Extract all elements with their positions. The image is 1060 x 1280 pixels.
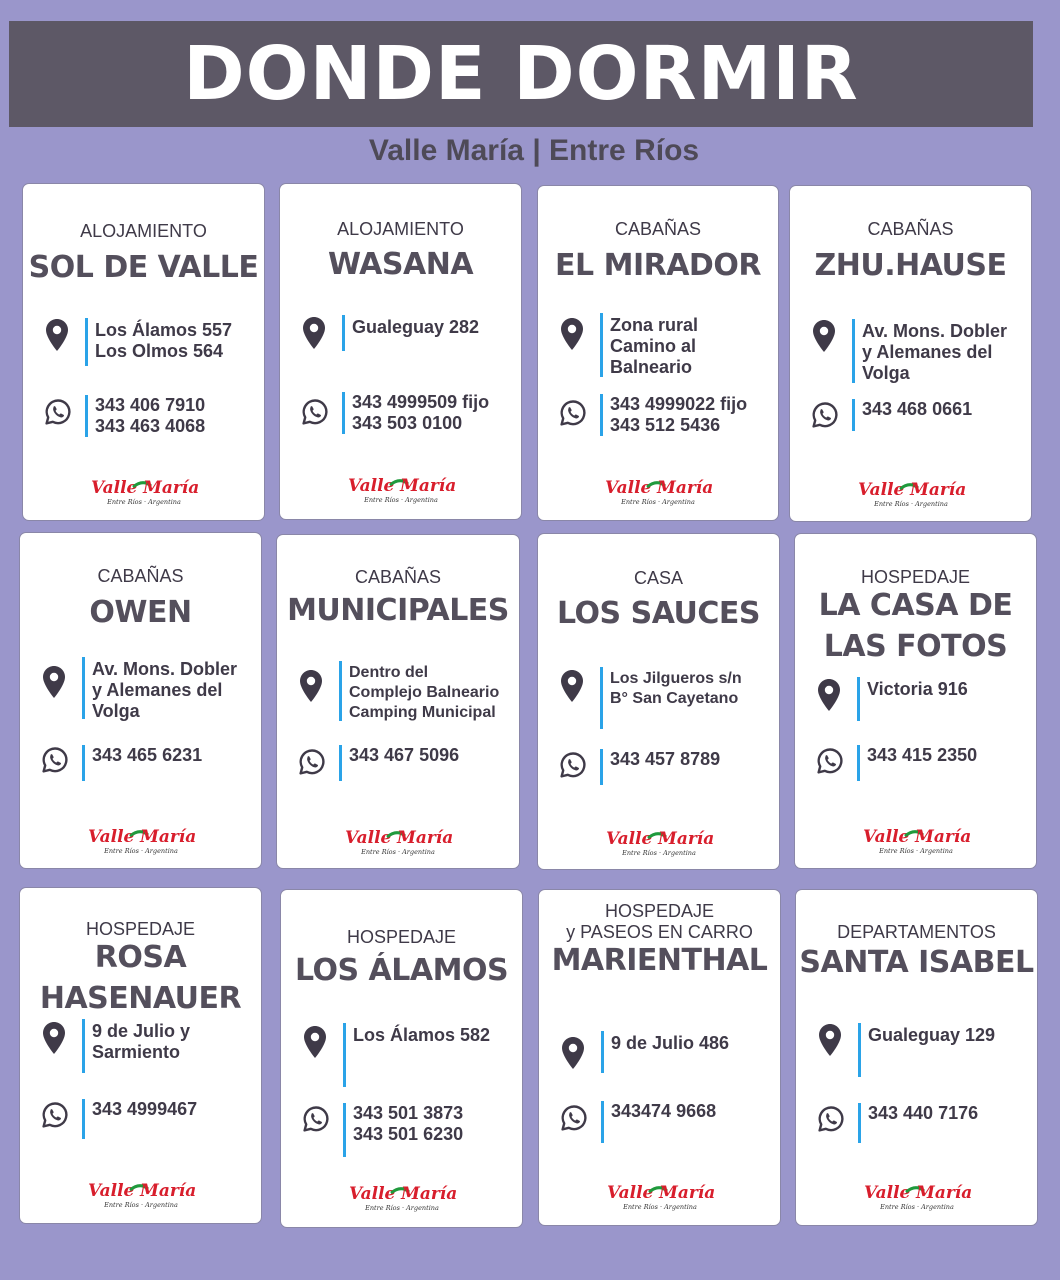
phone-number[interactable]: 343 512 5436 xyxy=(610,415,721,435)
address-divider xyxy=(85,318,88,366)
page-subtitle: Valle María | Entre Ríos xyxy=(368,134,700,167)
svg-text:Valle: Valle xyxy=(857,480,904,500)
phone-text xyxy=(92,1099,197,1120)
category-line: DEPARTAMENTOS xyxy=(837,922,996,942)
lodging-category xyxy=(20,566,261,587)
phone-number[interactable]: 343 440 7176 xyxy=(868,1103,979,1123)
category-line: CABAÑAS xyxy=(614,219,702,239)
phone-divider xyxy=(601,1101,604,1143)
lodging-name xyxy=(20,592,261,633)
map-pin-icon xyxy=(561,1036,585,1070)
lodging-name xyxy=(281,950,522,991)
lodging-name-line: OWEN xyxy=(89,595,192,630)
valle-maria-logo xyxy=(280,471,521,507)
category-line: ALOJAMIENTO xyxy=(337,219,464,239)
lodging-name xyxy=(796,942,1037,983)
phone-divider xyxy=(600,749,603,785)
lodging-card xyxy=(795,889,1038,1226)
phone-number[interactable]: 343 503 0100 xyxy=(352,413,463,433)
lodging-category xyxy=(539,901,780,943)
lodging-name-line: LA CASA DE xyxy=(818,588,1013,623)
svg-text:Valle: Valle xyxy=(862,827,909,847)
address-line: Sarmiento xyxy=(92,1042,181,1062)
svg-text:María: María xyxy=(914,827,971,847)
phone-divider xyxy=(85,395,88,437)
lodging-category xyxy=(538,219,778,240)
address-text xyxy=(352,317,479,338)
address-line: y Alemanes del xyxy=(862,342,993,362)
phone-divider xyxy=(82,745,85,781)
lodging-card xyxy=(19,532,262,869)
svg-text:María: María xyxy=(397,828,453,848)
map-pin-icon xyxy=(42,665,66,699)
phone-text xyxy=(610,749,720,770)
address-line: Los Olmos 564 xyxy=(95,341,224,361)
phone-number[interactable]: 343 465 6231 xyxy=(92,745,203,765)
whatsapp-icon xyxy=(302,1105,330,1133)
address-line: Volga xyxy=(862,363,910,383)
svg-text:Valle: Valle xyxy=(605,478,652,498)
valle-maria-logo xyxy=(281,1179,522,1215)
valle-maria-logo xyxy=(790,475,1031,511)
address-line: Volga xyxy=(92,701,140,721)
whatsapp-icon xyxy=(44,398,72,426)
phone-number[interactable]: 343 406 7910 xyxy=(95,395,206,415)
svg-text:Entre Ríos · Argentina: Entre Ríos · Argentina xyxy=(106,498,181,506)
svg-text:María: María xyxy=(915,1183,972,1203)
valle-maria-logo xyxy=(795,822,1036,858)
phone-text xyxy=(868,1103,978,1124)
category-line: HOSPEDAJE xyxy=(346,927,457,947)
lodging-name-line: ZHU.HAUSE xyxy=(814,248,1007,283)
lodging-card xyxy=(794,533,1037,869)
address-text xyxy=(862,321,1007,384)
category-line: HOSPEDAJE xyxy=(604,901,715,921)
phone-text xyxy=(611,1101,716,1122)
phone-divider xyxy=(600,394,603,436)
lodging-name xyxy=(538,593,779,634)
address-line: y Alemanes del xyxy=(92,680,223,700)
address-line: Av. Mons. Dobler xyxy=(862,321,1008,341)
map-pin-icon xyxy=(302,316,326,350)
valle-maria-logo xyxy=(23,473,264,509)
lodging-name-line: ROSA xyxy=(94,940,187,975)
whatsapp-icon xyxy=(41,1101,69,1129)
phone-text xyxy=(610,394,747,436)
lodging-name-line: LOS SAUCES xyxy=(557,596,760,631)
whatsapp-icon xyxy=(816,747,844,775)
address-text xyxy=(868,1025,995,1046)
svg-text:Entre Ríos · Argentina: Entre Ríos · Argentina xyxy=(621,498,695,506)
lodging-card xyxy=(789,185,1032,522)
map-pin-icon xyxy=(818,1023,842,1057)
lodging-name-line: HASENAUER xyxy=(39,981,242,1016)
lodging-name-line: MUNICIPALES xyxy=(287,593,509,628)
phone-divider xyxy=(82,1099,85,1139)
phone-text xyxy=(353,1103,463,1145)
svg-text:Entre Ríos · Argentina: Entre Ríos · Argentina xyxy=(873,500,948,508)
lodging-card xyxy=(537,185,779,521)
phone-number[interactable]: 343 501 3873 xyxy=(353,1103,464,1123)
map-pin-icon xyxy=(812,319,836,353)
valle-maria-logo xyxy=(20,822,261,858)
category-line: HOSPEDAJE xyxy=(85,919,196,939)
address-text xyxy=(349,663,499,723)
category-line: CABAÑAS xyxy=(97,566,184,586)
phone-text xyxy=(349,745,459,766)
lodging-name xyxy=(539,940,780,981)
address-line: 9 de Julio 486 xyxy=(611,1033,730,1053)
lodging-name-line: SOL DE VALLE xyxy=(28,250,259,285)
svg-text:Valle: Valle xyxy=(347,476,394,496)
whatsapp-icon xyxy=(298,748,326,776)
lodging-category xyxy=(280,219,521,240)
valle-maria-logo xyxy=(539,1178,780,1214)
lodging-category xyxy=(281,927,522,948)
category-line: CASA xyxy=(633,568,684,588)
phone-divider xyxy=(342,392,345,434)
svg-text:Entre Ríos · Argentina: Entre Ríos · Argentina xyxy=(103,847,178,855)
phone-number[interactable]: 343 415 2350 xyxy=(867,745,978,765)
address-line: Dentro del xyxy=(349,664,429,681)
svg-text:María: María xyxy=(658,1183,715,1203)
phone-number[interactable]: 343474 9668 xyxy=(611,1101,717,1121)
address-text xyxy=(867,679,968,700)
address-divider xyxy=(857,677,860,721)
svg-text:Valle: Valle xyxy=(605,829,652,849)
whatsapp-icon xyxy=(559,399,587,427)
svg-text:María: María xyxy=(139,827,196,847)
address-divider xyxy=(858,1023,861,1077)
address-line: Gualeguay 129 xyxy=(868,1025,996,1045)
valle-maria-logo xyxy=(277,823,519,859)
svg-text:Entre Ríos · Argentina: Entre Ríos · Argentina xyxy=(621,849,696,857)
address-text xyxy=(95,320,232,362)
address-line: Los Jilgueros s/n xyxy=(610,670,742,687)
svg-text:Valle: Valle xyxy=(348,1184,395,1204)
whatsapp-icon xyxy=(817,1105,845,1133)
lodging-name-line: EL MIRADOR xyxy=(555,248,761,283)
lodging-name xyxy=(277,590,519,631)
svg-text:Valle: Valle xyxy=(863,1183,910,1203)
whatsapp-icon xyxy=(301,398,329,426)
svg-text:María: María xyxy=(909,480,966,500)
lodging-name xyxy=(280,244,521,285)
phone-number[interactable]: 343 467 5096 xyxy=(349,745,460,765)
valle-maria-logo xyxy=(20,1176,261,1212)
category-line: HOSPEDAJE xyxy=(860,567,971,587)
address-divider xyxy=(600,667,603,729)
lodging-name-line: LAS FOTOS xyxy=(823,629,1008,664)
address-line: Zona rural xyxy=(610,315,699,335)
address-divider xyxy=(339,661,342,721)
map-pin-icon xyxy=(303,1025,327,1059)
svg-text:María: María xyxy=(139,1181,196,1201)
address-divider xyxy=(601,1031,604,1073)
svg-text:Valle: Valle xyxy=(87,827,134,847)
address-line: B° San Cayetano xyxy=(610,690,739,707)
address-text xyxy=(610,315,698,378)
address-line: Los Álamos 582 xyxy=(353,1025,491,1045)
phone-text xyxy=(862,399,972,420)
lodging-card xyxy=(22,183,265,521)
address-text xyxy=(610,669,742,709)
phone-divider xyxy=(858,1103,861,1143)
lodging-card xyxy=(19,887,262,1224)
map-pin-icon xyxy=(42,1021,66,1055)
address-line: Victoria 916 xyxy=(867,679,968,699)
address-divider xyxy=(82,1019,85,1073)
lodging-name-line: MARIENTHAL xyxy=(551,943,768,978)
lodging-name-line: LOS ÁLAMOS xyxy=(294,953,509,988)
category-line: y PASEOS EN CARRO xyxy=(566,922,753,942)
svg-text:Valle: Valle xyxy=(87,1181,134,1201)
whatsapp-icon xyxy=(560,1104,588,1132)
phone-number[interactable]: 343 457 8789 xyxy=(610,749,721,769)
address-line: 9 de Julio y xyxy=(92,1021,191,1041)
phone-number[interactable]: 343 463 4068 xyxy=(95,416,206,436)
category-line: CABAÑAS xyxy=(867,219,954,239)
lodging-name xyxy=(23,247,264,288)
phone-text xyxy=(352,392,489,434)
svg-text:Entre Ríos · Argentina: Entre Ríos · Argentina xyxy=(622,1203,697,1211)
address-line: Camino al xyxy=(610,336,697,356)
whatsapp-icon xyxy=(559,751,587,779)
whatsapp-icon xyxy=(41,746,69,774)
address-line: Los Álamos 557 xyxy=(95,320,233,340)
svg-text:Valle: Valle xyxy=(345,828,392,848)
phone-number[interactable]: 343 4999022 fijo xyxy=(610,394,748,414)
category-line: ALOJAMIENTO xyxy=(80,221,207,241)
svg-text:Valle: Valle xyxy=(606,1183,653,1203)
map-pin-icon xyxy=(560,317,584,351)
lodging-category xyxy=(23,221,264,242)
svg-text:María: María xyxy=(657,478,713,498)
valle-maria-logo xyxy=(796,1178,1037,1214)
svg-text:Entre Ríos · Argentina: Entre Ríos · Argentina xyxy=(361,848,435,856)
address-text xyxy=(92,1021,190,1063)
address-divider xyxy=(600,313,603,377)
svg-text:Entre Ríos · Argentina: Entre Ríos · Argentina xyxy=(879,1203,954,1211)
map-pin-icon xyxy=(299,669,323,703)
category-line: CABAÑAS xyxy=(354,567,442,587)
lodging-category xyxy=(538,568,779,589)
lodging-name xyxy=(795,585,1036,667)
title-banner xyxy=(9,21,1033,127)
lodging-name-line: WASANA xyxy=(327,247,474,282)
phone-divider xyxy=(852,399,855,431)
page-title: DONDE DORMIR xyxy=(183,31,859,117)
address-line: Camping Municipal xyxy=(349,704,496,721)
phone-text xyxy=(867,745,977,766)
lodging-name xyxy=(790,245,1031,286)
svg-text:María: María xyxy=(657,829,714,849)
lodging-card xyxy=(537,533,780,870)
valle-maria-logo xyxy=(538,473,778,509)
whatsapp-icon xyxy=(811,401,839,429)
phone-divider xyxy=(339,745,342,781)
address-divider xyxy=(852,319,855,383)
lodging-category xyxy=(796,922,1037,943)
lodging-card xyxy=(538,889,781,1226)
address-line: Gualeguay 282 xyxy=(352,317,480,337)
svg-text:Valle: Valle xyxy=(90,478,137,498)
lodging-card xyxy=(280,889,523,1228)
phone-divider xyxy=(857,745,860,781)
lodging-category xyxy=(277,567,519,588)
phone-number[interactable]: 343 501 6230 xyxy=(353,1124,464,1144)
phone-text xyxy=(95,395,205,437)
svg-text:María: María xyxy=(142,478,199,498)
phone-number[interactable]: 343 468 0661 xyxy=(862,399,973,419)
map-pin-icon xyxy=(817,678,841,712)
map-pin-icon xyxy=(45,318,69,352)
phone-divider xyxy=(343,1103,346,1157)
phone-number[interactable]: 343 4999467 xyxy=(92,1099,198,1119)
lodging-card xyxy=(279,183,522,520)
svg-text:Entre Ríos · Argentina: Entre Ríos · Argentina xyxy=(364,1204,439,1212)
svg-text:Entre Ríos · Argentina: Entre Ríos · Argentina xyxy=(103,1201,178,1209)
map-pin-icon xyxy=(560,669,584,703)
address-divider xyxy=(82,657,85,719)
phone-number[interactable]: 343 4999509 fijo xyxy=(352,392,490,412)
svg-text:María: María xyxy=(399,476,456,496)
address-text xyxy=(611,1033,729,1054)
address-line: Complejo Balneario xyxy=(349,684,500,701)
address-text xyxy=(353,1025,490,1046)
svg-text:María: María xyxy=(400,1184,457,1204)
address-line: Balneario xyxy=(610,357,693,377)
phone-text xyxy=(92,745,202,766)
svg-text:Entre Ríos · Argentina: Entre Ríos · Argentina xyxy=(363,496,438,504)
lodging-name-line: SANTA ISABEL xyxy=(799,945,1034,980)
lodging-category xyxy=(790,219,1031,240)
valle-maria-logo xyxy=(538,824,779,860)
lodging-name xyxy=(538,245,778,286)
lodging-name xyxy=(20,937,261,1019)
address-divider xyxy=(342,315,345,351)
lodging-card xyxy=(276,534,520,869)
address-divider xyxy=(343,1023,346,1087)
address-line: Av. Mons. Dobler xyxy=(92,659,238,679)
svg-text:Entre Ríos · Argentina: Entre Ríos · Argentina xyxy=(878,847,953,855)
address-text xyxy=(92,659,237,722)
